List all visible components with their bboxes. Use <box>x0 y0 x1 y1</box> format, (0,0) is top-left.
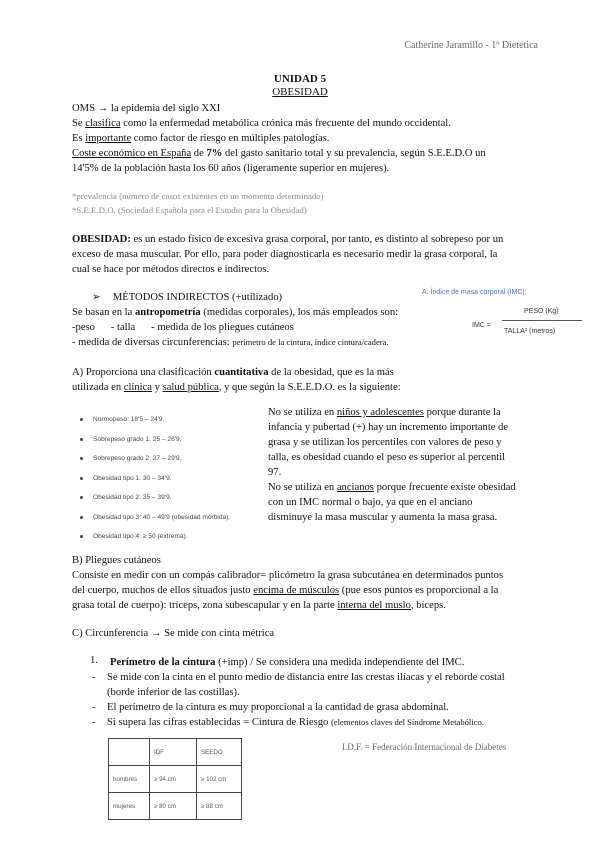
idf-note: I.D.F. = Federación Internacional de Diabetes <box>342 742 507 752</box>
definition-term: OBESIDAD: <box>72 234 131 245</box>
list-item: Obesidad tipo 3: 40 – 49'9 (obesidad mórbida). <box>80 508 262 528</box>
sectionA-note-elderly-2: con un IMC normal o bajo, ya que en el anciano <box>268 497 473 508</box>
sectionC-dash-2: - El perímetro de la cintura es muy proporcional a la cantidad de grasa abdominal. <box>92 702 449 713</box>
sectionA-note-children-5: 97. <box>268 467 282 478</box>
sectionA-note-children-4: talla, es obesidad cuando el peso es superior al percentil <box>268 452 506 463</box>
sectionC-dash-3: - Si supera las cifras establecidas = Cintura de Riesgo (elementos claves del Síndrome Metabólico. <box>92 717 484 728</box>
bullet-dot-icon <box>80 535 83 538</box>
methods-line-3: - medida de diversas circunferencias: perímetro de la cintura, índice cintura/cadera. <box>72 337 389 348</box>
table-header-seedo: SEEDO <box>197 739 242 766</box>
sectionB-line-3: grasa total de cuerpo): tríceps, zona subescapular y en la parte interna del muslo, bíceps. <box>72 600 446 611</box>
table-row <box>109 766 242 793</box>
sectionC-item-waist: Perímetro de la cintura (+imp) / Se considera una medida independiente del IMC. <box>110 657 465 668</box>
bullet-dot-icon <box>80 516 83 519</box>
list-item: Obesidad tipo 4: ≥ 50 (extrema). <box>80 527 262 547</box>
arrowhead-bullet-icon: ➢ <box>92 292 101 303</box>
imc-classification-list <box>80 410 262 547</box>
table-cell: ≥ 94 cm <box>150 766 197 793</box>
definition-line-2: exceso de masa muscular. Por ello, para poder diagnosticarla es necesario medir la grasa corporal, la <box>72 249 498 260</box>
oms-label: OMS <box>72 103 95 114</box>
sectionA-note-elderly-3: disminuye la masa muscular y aumenta la masa grasa. <box>268 512 498 523</box>
table-cell: ≥ 102 cm <box>197 766 242 793</box>
arrow-icon: → <box>150 628 162 639</box>
bullet-dot-icon <box>80 418 83 421</box>
table-cell: ≥ 88 cm <box>197 793 242 820</box>
imc-equals: IMC = <box>472 322 491 329</box>
methods-heading: ➢ MÉTODOS INDIRECTOS (+utilizado) <box>92 292 283 303</box>
sectionA-note-elderly-1: No se utiliza en ancianos porque frecuente existe obesidad <box>268 482 516 493</box>
bullet-dot-icon <box>80 457 83 460</box>
waist-risk-table <box>108 738 242 820</box>
definition-line-1: OBESIDAD: es un estado físico de excesiva grasa corporal, por tanto, es distinto al sobrepeso por un <box>72 234 504 245</box>
oms-description: la epidemia del siglo XXI <box>110 103 221 114</box>
imc-formula <box>472 308 582 348</box>
unit-title: UNIDAD 5 <box>273 73 327 85</box>
sectionC-item-number: 1. <box>90 655 98 666</box>
imc-title: A. Índice de masa corporal (IMC): <box>422 289 527 296</box>
table-cell: ≥ 80 cm <box>150 793 197 820</box>
imc-numerator: PESO (Kg) <box>524 308 559 315</box>
table-cell-label: mujeres <box>109 793 150 820</box>
table-cell-label: hombres <box>109 766 150 793</box>
intro-line-importance: Es importante como factor de riesgo en múltiples patologías. <box>72 133 330 144</box>
note-prevalence: *prevalencia (número de casos existentes en un momento determinado) <box>72 191 324 201</box>
bullet-dot-icon <box>80 438 83 441</box>
intro-line-prevalence: 14'5% de la población hasta los 60 años (ligeramente superior en mujeres). <box>72 163 390 174</box>
intro-line-oms <box>72 101 532 116</box>
list-item: Normopeso: 18'5 – 24'9. <box>80 410 262 430</box>
sectionB-heading: B) Pliegues cutáneos <box>72 555 161 566</box>
list-item: Obesidad tipo 1: 30 – 34'9. <box>80 469 262 489</box>
imc-denominator: TALLA² (metros) <box>504 328 556 335</box>
topic-title: OBESIDAD <box>272 86 328 98</box>
table-cell <box>109 739 150 766</box>
sectionA-note-children-2: infancia y pubertad (+) hay un incremento importante de <box>268 422 509 433</box>
sectionA-line-1: A) Proporciona una clasificación cuantitativa de la obesidad, que es la más <box>72 367 394 378</box>
sectionA-note-children-1: No se utiliza en niños y adolescentes porque durante la <box>268 407 501 418</box>
bullet-dot-icon <box>80 477 83 480</box>
definition-line-3: cual se hace por métodos directos e indirectos. <box>72 264 270 275</box>
intro-line-cost: Coste económico en España de 7% del gasto sanitario total y su prevalencia, según S.E.E.D.O un <box>72 148 486 159</box>
table-header-idf: IDF <box>150 739 197 766</box>
list-item: Sobrepeso grado 2: 27 – 29'9. <box>80 449 262 469</box>
arrow-icon: → <box>97 103 109 114</box>
list-item: Obesidad tipo 2: 35 – 39'9. <box>80 488 262 508</box>
sectionB-line-2: del cuerpo, muchos de ellos situados justo encima de músculos (pue esos puntos es proporcional a la <box>72 585 499 596</box>
list-item: Sobrepeso grado 1: 25 – 26'9. <box>80 430 262 450</box>
bullet-dot-icon <box>80 496 83 499</box>
methods-line-2: -peso - talla - medida de los pliegues cutáneos <box>72 322 294 333</box>
sectionC-dash-1: - Se mide con la cinta en el punto medio de distancia entre las crestas ilíacas y el reborde costal (borde inferior de las costillas). <box>92 672 505 698</box>
intro-line-classification: Se clasifica como la enfermedad metabólica crónica más frecuente del mundo occidental. <box>72 118 451 129</box>
note-seedo: *S.E.E.D.O. (Sociedad Española para el Estudio para la Obesidad) <box>72 205 307 215</box>
fraction-bar <box>502 320 582 321</box>
sectionC-heading: C) Circunferencia → Se mide con cinta métrica <box>72 628 275 639</box>
sectionA-line-2: utilizada en clínica y salud pública, y que según la S.E.E.D.O. es la siguiente: <box>72 382 401 393</box>
page-header-author: Catherine Jaramillo - 1º Dietética <box>404 40 538 51</box>
sectionB-line-1: Consiste en medir con un compás calibrador= plicómetro la grasa subcutánea en determinados puntos <box>72 570 504 581</box>
sectionA-note-children-3: grasa y se utilizan los percentiles con valores de peso y <box>268 437 502 448</box>
methods-line-1: Se basan en la antropometría (medidas corporales), los más empleados son: <box>72 307 399 318</box>
table-row <box>109 739 242 766</box>
table-row <box>109 793 242 820</box>
